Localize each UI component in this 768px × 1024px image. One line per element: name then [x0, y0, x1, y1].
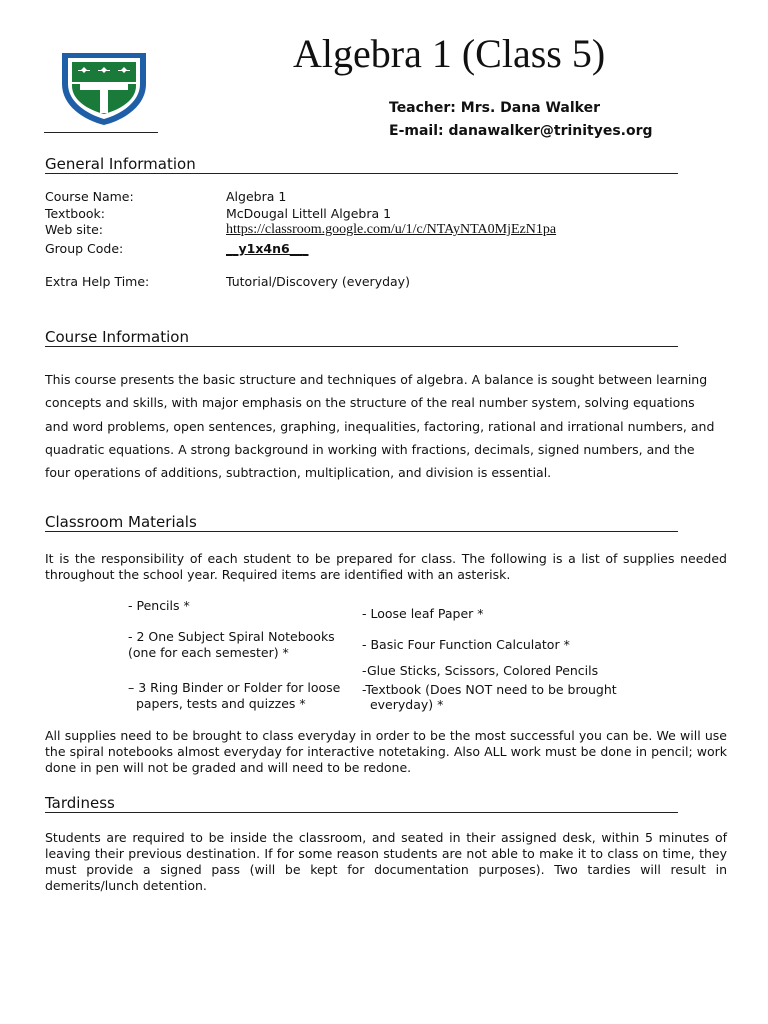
- teacher-name: Teacher: Mrs. Dana Walker: [389, 100, 601, 116]
- course-line: quadratic equations. A strong background in working with fractions, decimals, signed numbers, and the: [45, 441, 695, 457]
- course-description: [45, 368, 725, 484]
- supply-item: - Basic Four Function Calculator *: [362, 637, 570, 652]
- extra-help-label: Extra Help Time:: [45, 274, 150, 289]
- tardiness-heading: Tardiness: [45, 794, 678, 813]
- course-name-value: Algebra 1: [226, 189, 287, 204]
- extra-help-value: Tutorial/Discovery (everyday): [226, 274, 410, 289]
- school-logo: [58, 50, 150, 126]
- course-line: and word problems, open sentences, graphing, inequalities, factoring, rational and irrational numbers, and: [45, 418, 715, 434]
- course-name-label: Course Name:: [45, 189, 134, 204]
- course-line: four operations of additions, subtraction, multiplication, and division is essential.: [45, 465, 552, 481]
- materials-heading: Classroom Materials: [45, 513, 678, 532]
- group-code-value: __y1x4n6___: [226, 241, 309, 256]
- course-line: This course presents the basic structure and techniques of algebra. A balance is sought between learning: [45, 372, 708, 387]
- course-line: concepts and skills, with major emphasis on the structure of the real number system, solving equations: [45, 395, 695, 411]
- website-link[interactable]: https://classroom.google.com/u/1/c/NTAyNTA0MjEzN1pa: [226, 222, 557, 237]
- general-info-heading: General Information: [45, 155, 678, 174]
- tardiness-text: Students are required to be inside the classroom, and seated in their assigned desk, within 5 minutes of leaving their previous destination. If for some reason students are not able to make it to class on time, they must provide a signed pass (will be kept for documentation purposes). Two tardies will result in demerits/lunch detention.: [45, 830, 727, 893]
- supply-item: (one for each semester) *: [128, 645, 289, 660]
- group-code-label: Group Code:: [45, 241, 124, 256]
- website-label: Web site:: [45, 222, 104, 237]
- supply-item: everyday) *: [362, 697, 444, 712]
- logo-underline: [44, 132, 158, 133]
- supply-item: – 3 Ring Binder or Folder for loose: [128, 680, 341, 695]
- supply-item: - Loose leaf Paper *: [362, 606, 484, 621]
- supply-item: - 2 One Subject Spiral Notebooks: [128, 629, 335, 644]
- materials-closing: All supplies need to be brought to class everyday in order to be the most successful you can be. We will use the spiral notebooks almost everyday for interactive notetaking. Also ALL work must be done in pencil; work done in pen will not be graded and will need to be redone.: [45, 728, 727, 775]
- page-title: Algebra 1 (Class 5): [293, 31, 606, 76]
- course-info-heading: Course Information: [45, 328, 678, 347]
- supply-item: -Textbook (Does NOT need to be brought: [362, 682, 617, 697]
- supply-item: - Pencils *: [128, 598, 190, 613]
- supply-item: papers, tests and quizzes *: [128, 696, 306, 711]
- textbook-value: McDougal Littell Algebra 1: [226, 206, 392, 221]
- teacher-email: E-mail: danawalker@trinityes.org: [389, 123, 653, 139]
- textbook-label: Textbook:: [45, 206, 105, 221]
- materials-intro: It is the responsibility of each student to be prepared for class. The following is a list of supplies needed throughout the school year. Required items are identified with an asterisk.: [45, 551, 727, 582]
- supply-item: -Glue Sticks, Scissors, Colored Pencils: [362, 663, 599, 678]
